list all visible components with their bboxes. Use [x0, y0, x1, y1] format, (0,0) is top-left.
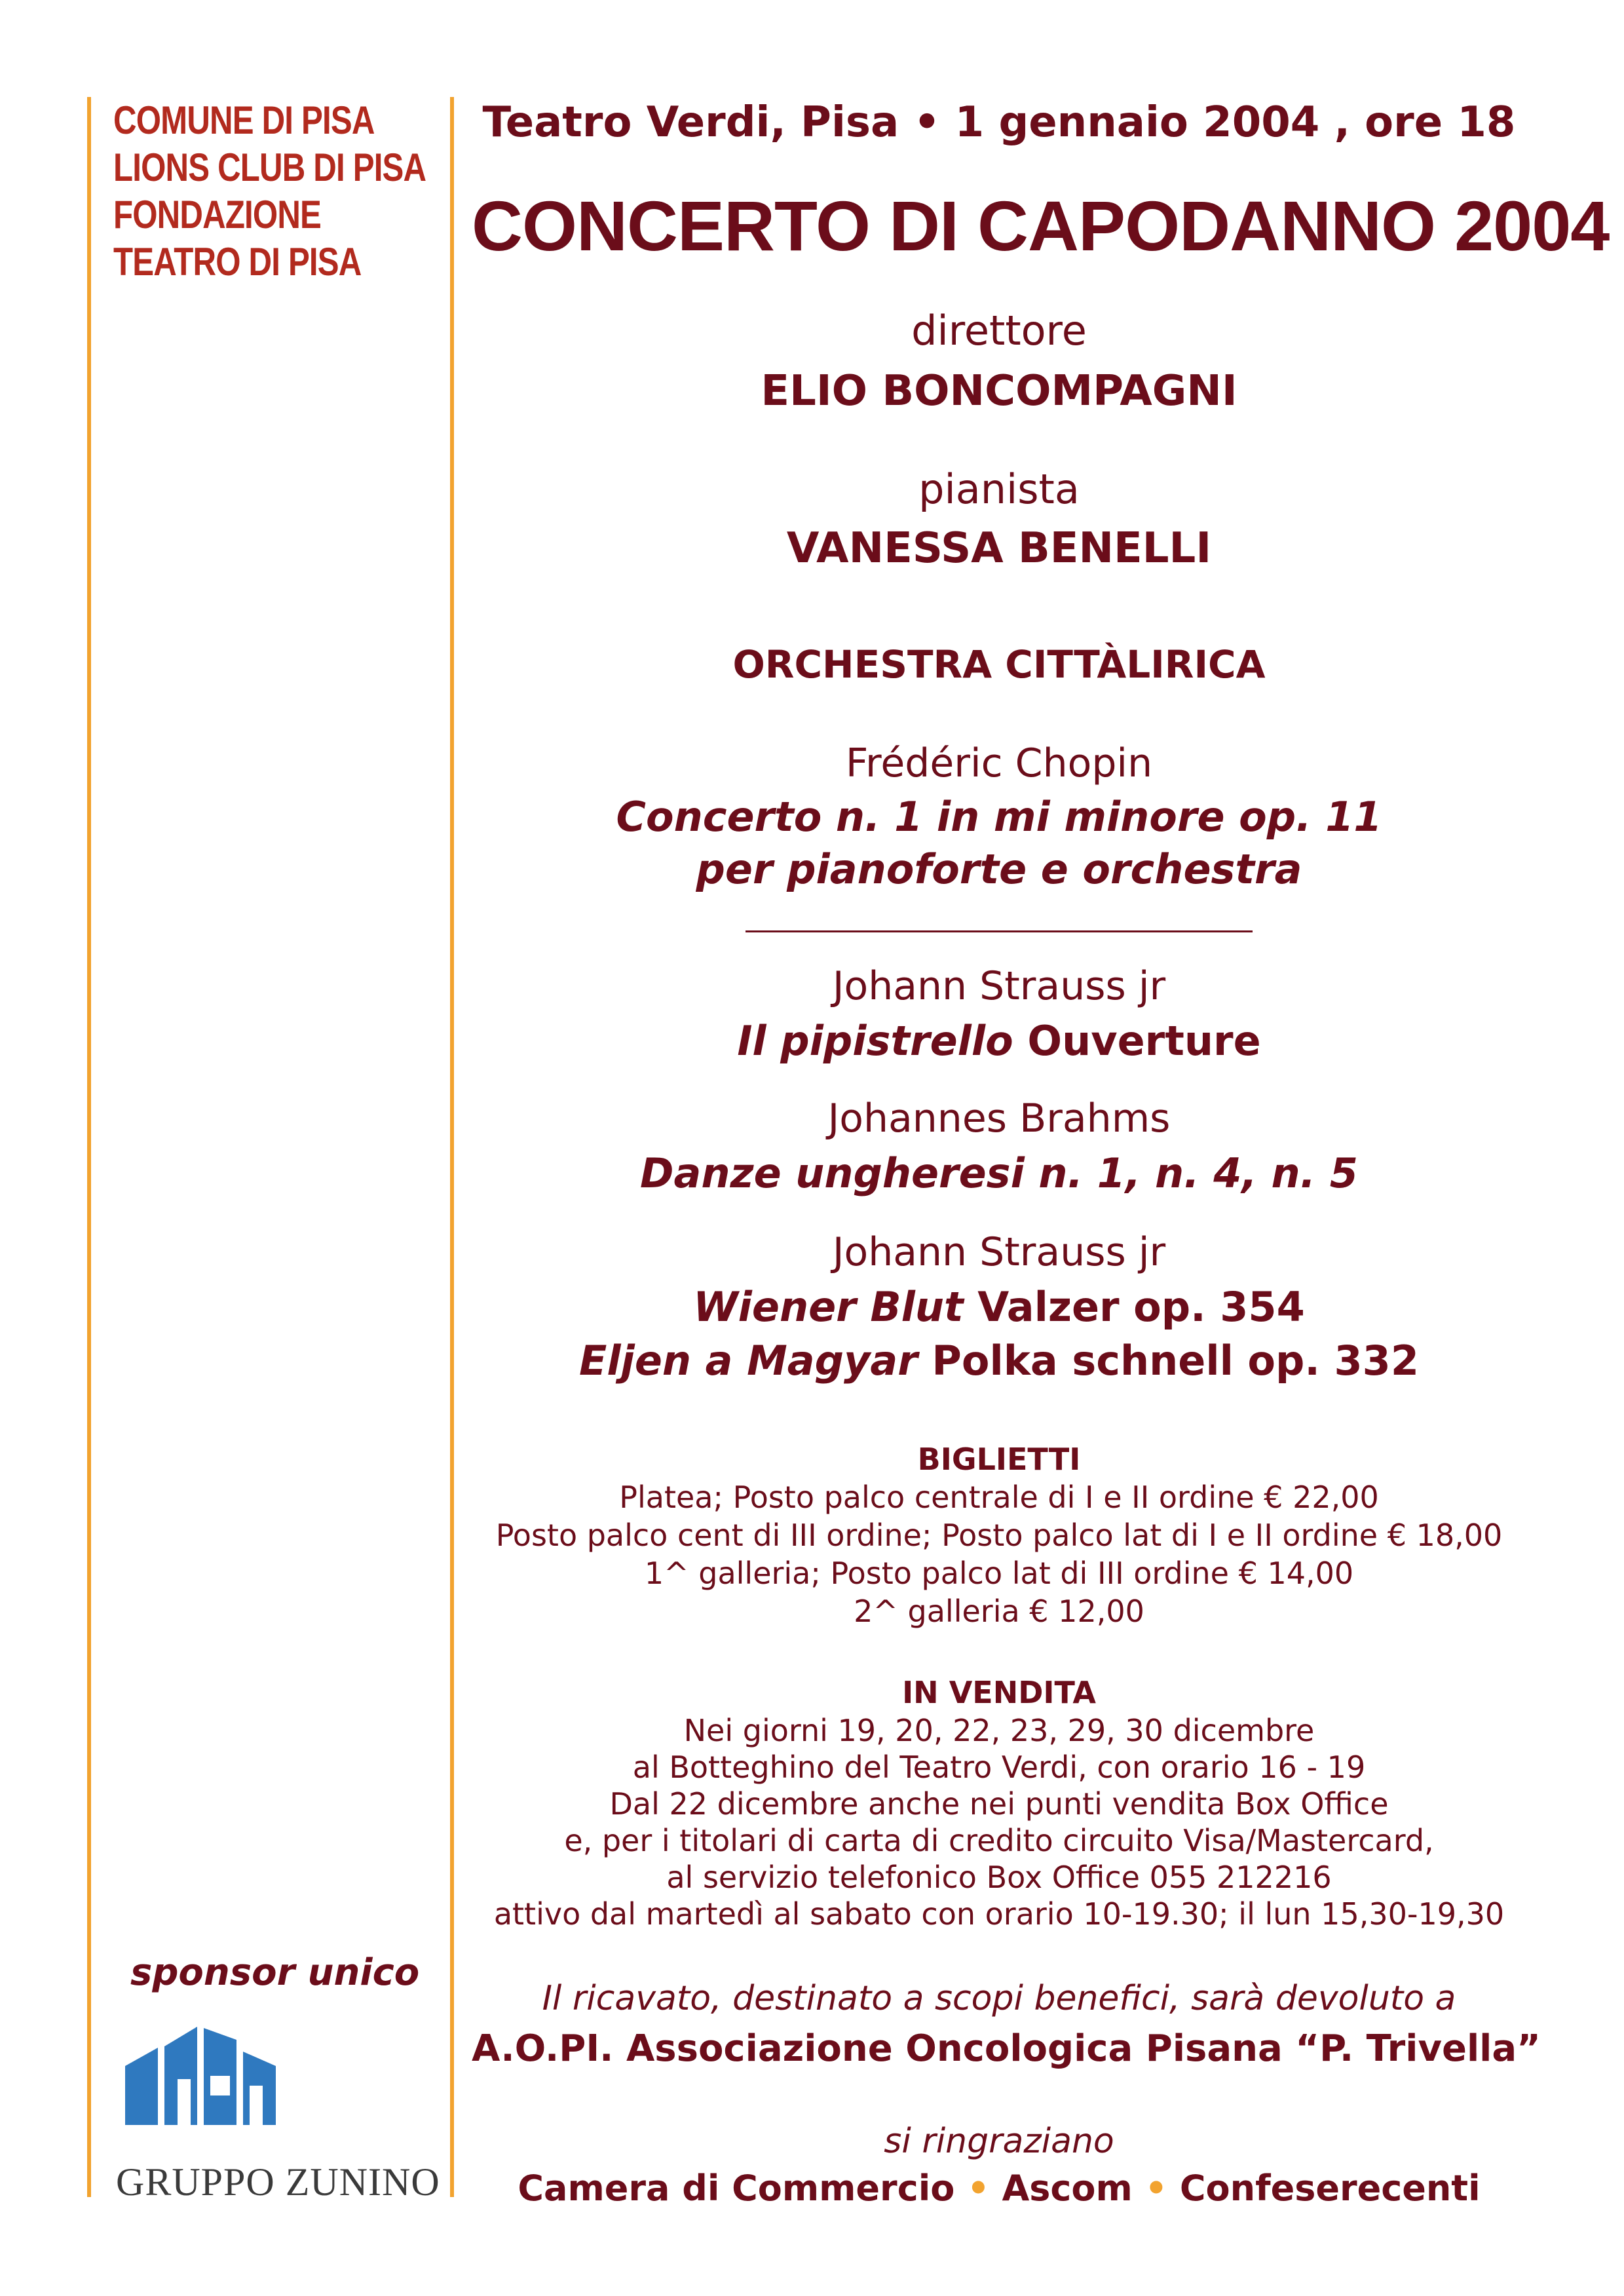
- page-title: CONCERTO DI CAPODANNO 2004: [472, 186, 1610, 265]
- venue-date-line: Teatro Verdi, Pisa • 1 gennaio 2004 , ore 18: [482, 98, 1516, 147]
- bullet-separator: •: [967, 2168, 990, 2209]
- thanks-item: Ascom: [1002, 2168, 1133, 2209]
- conductor-role: direttore: [911, 307, 1087, 354]
- sales-line: Dal 22 dicembre anche nei punti vendita Box Office: [609, 1786, 1389, 1822]
- sales-line: attivo dal martedì al sabato con orario 10-19.30; il lun 15,30-19,30: [493, 1896, 1505, 1932]
- sales-heading: IN VENDITA: [902, 1675, 1096, 1710]
- organizer-item: LIONS CLUB DI PISA: [113, 145, 426, 189]
- sales-line: e, per i titolari di carta di credito circuito Visa/Mastercard,: [564, 1823, 1434, 1858]
- pianist-name: VANESSA BENELLI: [786, 524, 1212, 573]
- thanks-label: si ringraziano: [884, 2122, 1114, 2161]
- sales-line: al servizio telefonico Box Office 055 212216: [666, 1860, 1332, 1895]
- conductor-name: ELIO BONCOMPAGNI: [761, 367, 1237, 415]
- ticket-price-line: Posto palco cent di III ordine; Posto palco lat di I e II ordine € 18,00: [495, 1518, 1503, 1553]
- thanks-item: Confeserecenti: [1179, 2168, 1481, 2209]
- orchestra-name: ORCHESTRA CITTÀLIRICA: [732, 642, 1266, 687]
- organizer-item: FONDAZIONE: [113, 193, 322, 237]
- work-title: Wiener Blut Valzer op. 354: [693, 1283, 1305, 1331]
- ticket-price-line: 2^ galleria € 12,00: [854, 1594, 1144, 1629]
- sponsor-logo: [119, 2014, 289, 2145]
- work-title: Eljen a Magyar Polka schnell op. 332: [579, 1337, 1419, 1385]
- bullet-separator: •: [1144, 2168, 1168, 2209]
- pianist-role: pianista: [918, 465, 1080, 513]
- thanks-list: [472, 2168, 1526, 2209]
- organizer-list: [113, 97, 495, 286]
- work-title: Danze ungheresi n. 1, n. 4, n. 5: [640, 1149, 1358, 1197]
- work-title: Il pipistrello Ouverture: [737, 1017, 1261, 1065]
- organizer-item: TEATRO DI PISA: [113, 240, 362, 284]
- ticket-price-line: 1^ galleria; Posto palco lat di III ordine € 14,00: [644, 1556, 1354, 1591]
- work-title-line2: per pianoforte e orchestra: [696, 845, 1302, 893]
- organizer-item: COMUNE DI PISA: [113, 98, 375, 142]
- sales-line: al Botteghino del Teatro Verdi, con orario 16 - 19: [632, 1750, 1366, 1785]
- sponsor-label: sponsor unico: [130, 1951, 420, 1994]
- charity-beneficiary: A.O.PI. Associazione Oncologica Pisana “P. Trivella”: [472, 2027, 1541, 2070]
- thanks-item: Camera di Commercio: [518, 2168, 955, 2209]
- composer-chopin: Frédéric Chopin: [845, 740, 1153, 786]
- ticket-price-line: Platea; Posto palco centrale di I e II ordine € 22,00: [619, 1480, 1379, 1515]
- composer-brahms: Johannes Brahms: [827, 1096, 1171, 1141]
- composer-strauss: Johann Strauss jr: [832, 1229, 1166, 1275]
- charity-note: Il ricavato, destinato a scopi benefici, sarà devoluto a: [542, 1979, 1456, 2018]
- work-title-line1: Concerto n. 1 in mi minore op. 11: [616, 793, 1382, 841]
- sales-line: Nei giorni 19, 20, 22, 23, 29, 30 dicembre: [683, 1713, 1315, 1748]
- section-divider: [746, 930, 1253, 932]
- left-sidebar: [87, 97, 454, 2204]
- sponsor-name: GRUPPO ZUNINO: [116, 2160, 440, 2204]
- tickets-heading: BIGLIETTI: [917, 1442, 1081, 1477]
- composer-strauss: Johann Strauss jr: [832, 963, 1166, 1009]
